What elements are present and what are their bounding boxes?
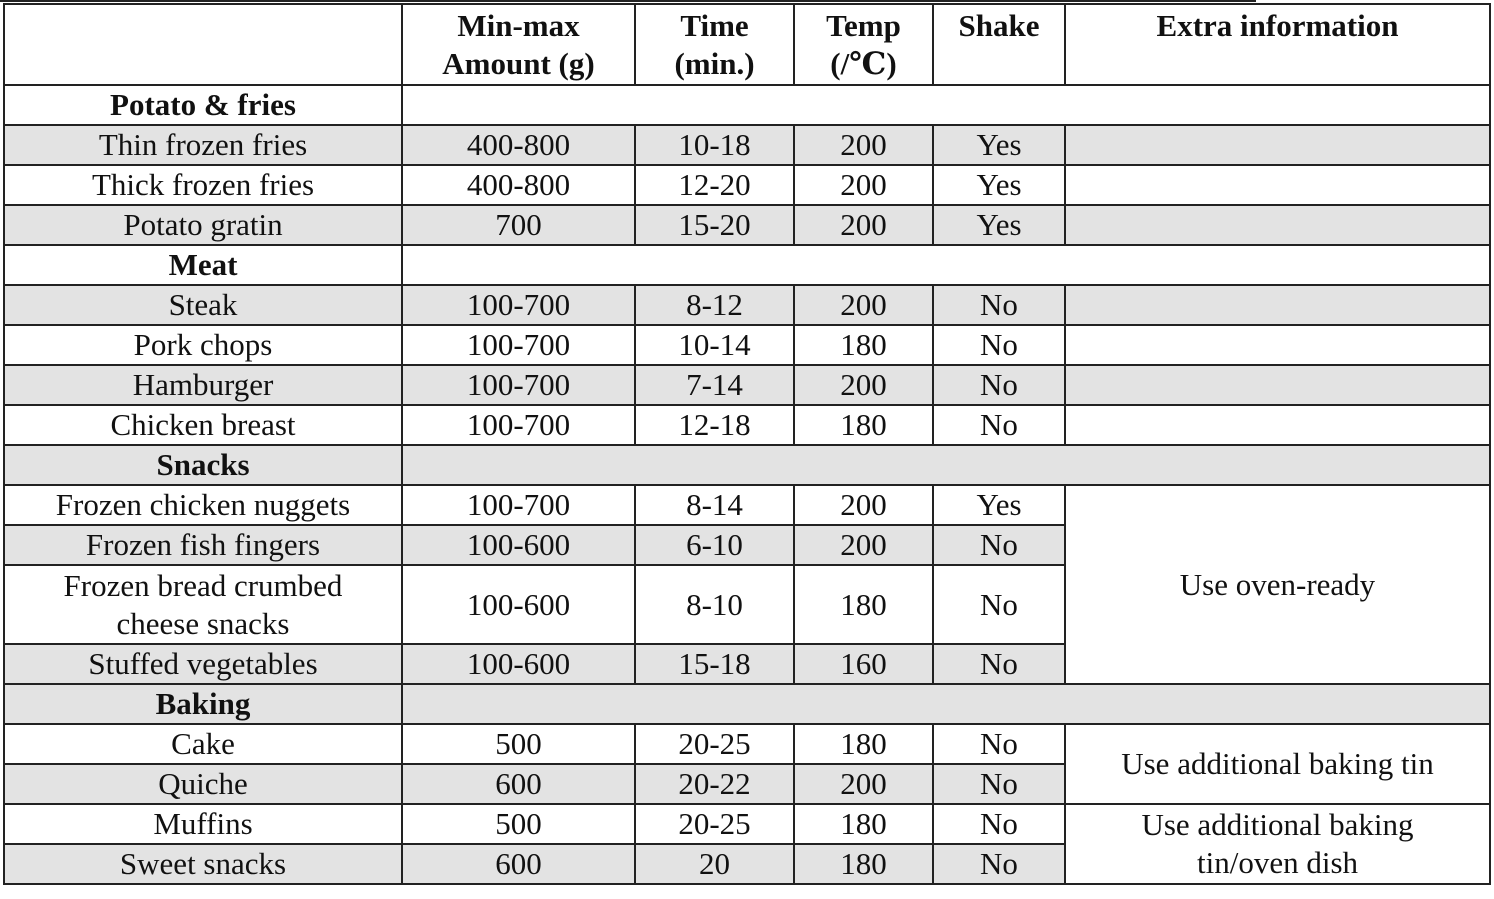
table-header-row (4, 4, 1490, 85)
cell-item: Chicken breast (4, 405, 402, 445)
cell-extra-merged: Use additional baking tin (1065, 724, 1490, 804)
cell-extra-line1: Use additional baking (1141, 807, 1414, 842)
category-row-snacks (4, 445, 1490, 485)
cell-shake: No (933, 285, 1065, 325)
cell-item: Sweet snacks (4, 844, 402, 884)
category-label: Potato & fries (4, 85, 402, 125)
cell-extra-line2: tin/oven dish (1196, 845, 1359, 880)
cell-amount: 100-700 (402, 365, 635, 405)
cell-temp: 200 (794, 485, 933, 525)
cell-temp: 200 (794, 125, 933, 165)
cell-time: 20-25 (635, 724, 794, 764)
table-row (4, 325, 1490, 365)
cell-temp: 200 (794, 365, 933, 405)
cell-item (4, 565, 402, 644)
cell-shake: No (933, 365, 1065, 405)
cell-temp: 180 (794, 804, 933, 844)
cell-shake: Yes (933, 165, 1065, 205)
category-spacer (402, 684, 1490, 724)
cell-item: Cake (4, 724, 402, 764)
cooking-table (3, 3, 1491, 885)
cell-time: 12-20 (635, 165, 794, 205)
cell-amount: 600 (402, 844, 635, 884)
cell-time: 8-10 (635, 565, 794, 644)
header-amount (402, 4, 635, 85)
cell-shake: Yes (933, 125, 1065, 165)
header-extra: Extra information (1065, 4, 1490, 85)
cell-item-line1: Frozen bread crumbed (63, 567, 343, 603)
cell-time: 20 (635, 844, 794, 884)
cell-extra (1065, 165, 1490, 205)
cell-time: 6-10 (635, 525, 794, 565)
cell-shake: No (933, 525, 1065, 565)
table-row (4, 165, 1490, 205)
cell-shake: No (933, 724, 1065, 764)
cell-item: Hamburger (4, 365, 402, 405)
cell-item: Quiche (4, 764, 402, 804)
category-spacer (402, 245, 1490, 285)
category-spacer (402, 85, 1490, 125)
cell-temp: 180 (794, 844, 933, 884)
category-row-potato (4, 85, 1490, 125)
cell-time: 8-12 (635, 285, 794, 325)
cell-temp: 200 (794, 205, 933, 245)
table-row (4, 724, 1490, 764)
cell-time: 10-18 (635, 125, 794, 165)
cell-item: Pork chops (4, 325, 402, 365)
cell-temp: 160 (794, 644, 933, 684)
header-time-line2: (min.) (674, 46, 755, 81)
header-time-line1: Time (680, 8, 749, 43)
cell-shake: No (933, 405, 1065, 445)
cell-extra-merged (1065, 804, 1490, 884)
cell-amount: 100-700 (402, 485, 635, 525)
cell-temp: 180 (794, 405, 933, 445)
table-row (4, 485, 1490, 525)
table-row (4, 125, 1490, 165)
cell-item-line2: cheese snacks (116, 605, 290, 641)
cell-temp: 200 (794, 165, 933, 205)
cell-temp: 200 (794, 764, 933, 804)
cell-amount: 500 (402, 724, 635, 764)
header-temp-line2: (/℃) (830, 46, 897, 81)
cell-item: Steak (4, 285, 402, 325)
cell-time: 20-25 (635, 804, 794, 844)
cell-time: 15-18 (635, 644, 794, 684)
cell-amount: 500 (402, 804, 635, 844)
cell-amount: 100-700 (402, 285, 635, 325)
cell-item: Stuffed vegetables (4, 644, 402, 684)
cell-extra (1065, 405, 1490, 445)
cell-amount: 100-600 (402, 644, 635, 684)
header-amount-line1: Min-max (457, 8, 580, 43)
cell-time: 20-22 (635, 764, 794, 804)
cell-item: Thin frozen fries (4, 125, 402, 165)
cell-temp: 200 (794, 525, 933, 565)
cell-amount: 700 (402, 205, 635, 245)
table-row (4, 405, 1490, 445)
cell-item: Thick frozen fries (4, 165, 402, 205)
header-time (635, 4, 794, 85)
cell-item: Frozen chicken nuggets (4, 485, 402, 525)
cell-time: 10-14 (635, 325, 794, 365)
category-label: Snacks (4, 445, 402, 485)
category-label: Baking (4, 684, 402, 724)
table-row (4, 365, 1490, 405)
table-row (4, 205, 1490, 245)
cell-shake: Yes (933, 205, 1065, 245)
cell-amount: 600 (402, 764, 635, 804)
category-row-baking (4, 684, 1490, 724)
category-row-meat (4, 245, 1490, 285)
cell-shake: No (933, 565, 1065, 644)
cell-shake: Yes (933, 485, 1065, 525)
cell-item: Potato gratin (4, 205, 402, 245)
cell-time: 15-20 (635, 205, 794, 245)
cell-shake: No (933, 764, 1065, 804)
header-shake: Shake (933, 4, 1065, 85)
cell-shake: No (933, 804, 1065, 844)
header-amount-line2: Amount (g) (442, 46, 595, 81)
cell-item: Muffins (4, 804, 402, 844)
cell-time: 7-14 (635, 365, 794, 405)
cell-temp: 180 (794, 565, 933, 644)
cell-extra (1065, 285, 1490, 325)
cell-shake: No (933, 325, 1065, 365)
cell-amount: 100-600 (402, 525, 635, 565)
category-label: Meat (4, 245, 402, 285)
cell-extra (1065, 325, 1490, 365)
cell-extra (1065, 365, 1490, 405)
header-temp (794, 4, 933, 85)
cell-temp: 180 (794, 724, 933, 764)
cell-amount: 100-600 (402, 565, 635, 644)
cell-time: 12-18 (635, 405, 794, 445)
cell-extra (1065, 125, 1490, 165)
cell-shake: No (933, 644, 1065, 684)
category-spacer (402, 445, 1490, 485)
top-rule-line (0, 0, 1256, 2)
cell-shake: No (933, 844, 1065, 884)
cell-extra (1065, 205, 1490, 245)
table-row (4, 804, 1490, 844)
cell-amount: 400-800 (402, 165, 635, 205)
cell-amount: 400-800 (402, 125, 635, 165)
cell-item: Frozen fish fingers (4, 525, 402, 565)
cell-amount: 100-700 (402, 405, 635, 445)
cell-temp: 200 (794, 285, 933, 325)
header-item (4, 4, 402, 85)
cell-time: 8-14 (635, 485, 794, 525)
header-temp-line1: Temp (826, 8, 901, 43)
cell-amount: 100-700 (402, 325, 635, 365)
cell-temp: 180 (794, 325, 933, 365)
cell-extra-merged: Use oven-ready (1065, 485, 1490, 684)
table-row (4, 285, 1490, 325)
